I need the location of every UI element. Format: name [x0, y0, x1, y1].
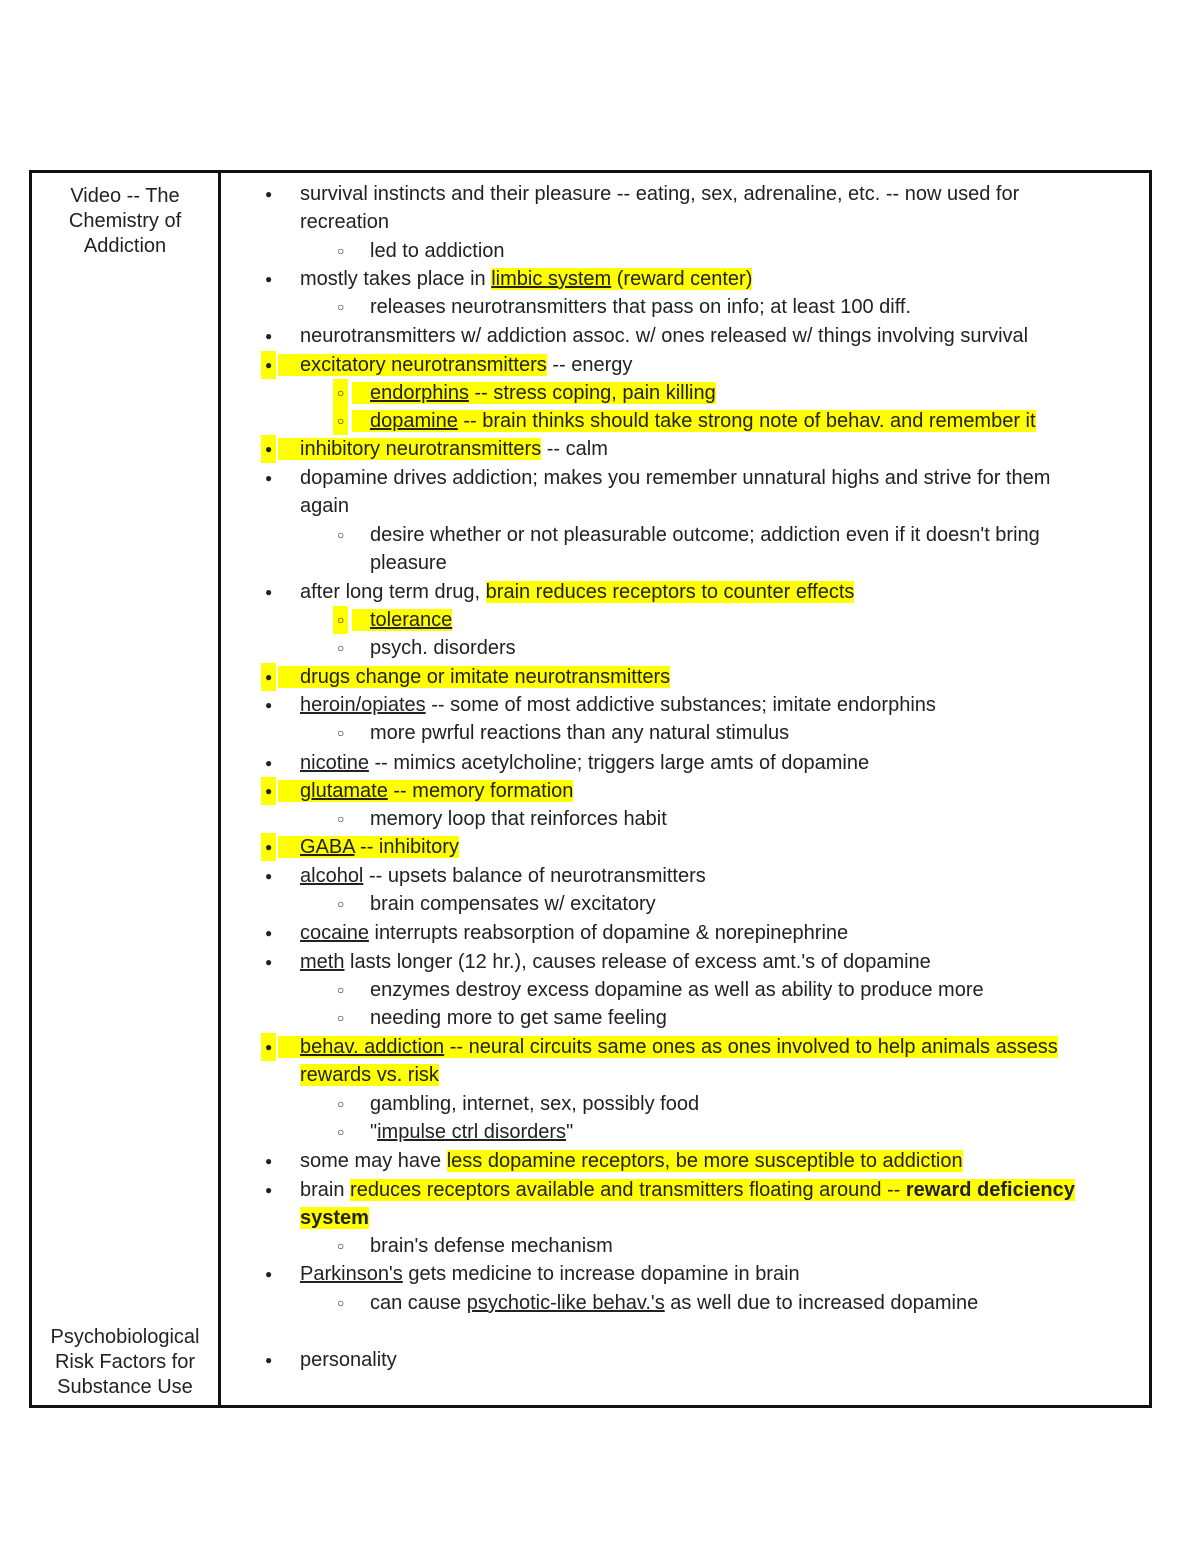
list-item: Parkinson's gets medicine to increase dopamine in brain: [300, 1263, 800, 1285]
list-item: behav. addiction -- neural circuits same ones as ones involved to help animals assess: [300, 1033, 1058, 1061]
sub-list-item: led to addiction: [370, 240, 505, 262]
list-item: brain reduces receptors available and transmitters floating around -- reward deficiency: [300, 1179, 1075, 1201]
bullet-icon: ●: [265, 698, 273, 712]
list-item-cont: recreation: [300, 211, 389, 233]
circle-bullet-icon: ○: [337, 1097, 345, 1111]
list-item: heroin/opiates -- some of most addictive substances; imitate endorphins: [300, 694, 936, 716]
bullet-icon: ●: [265, 955, 273, 969]
sub-list-item: more pwrful reactions than any natural stimulus: [370, 722, 790, 744]
sub-list-item: can cause psychotic-like behav.'s as well due to increased dopamine: [370, 1292, 979, 1314]
sub-list-item: desire whether or not pleasurable outcome; addiction even if it doesn't bring: [370, 524, 1040, 546]
bullet-icon: ●: [265, 187, 273, 201]
topic-column: [32, 173, 221, 1405]
circle-bullet-icon: ○: [337, 1125, 345, 1139]
list-item-cont: system: [300, 1207, 369, 1229]
bullet-icon: ●: [265, 869, 273, 883]
circle-bullet-icon: ○: [333, 407, 348, 435]
bullet-icon: ●: [265, 471, 273, 485]
sub-list-item: dopamine -- brain thinks should take strong note of behav. and remember it: [370, 407, 1036, 435]
list-item-cont: again: [300, 495, 349, 517]
sub-list-item: gambling, internet, sex, possibly food: [370, 1093, 700, 1115]
sub-list-item: psych. disorders: [370, 637, 516, 659]
bullet-icon: ●: [261, 351, 276, 379]
circle-bullet-icon: ○: [337, 1296, 345, 1310]
bullet-icon: ●: [261, 777, 276, 805]
circle-bullet-icon: ○: [333, 606, 348, 634]
list-item: excitatory neurotransmitters -- energy: [300, 351, 632, 379]
bullet-icon: ●: [261, 435, 276, 463]
sub-list-item: brain compensates w/ excitatory: [370, 893, 656, 915]
circle-bullet-icon: ○: [337, 1011, 345, 1025]
bullet-icon: ●: [265, 1353, 273, 1367]
bullet-icon: ●: [261, 833, 276, 861]
sub-list-item: releases neurotransmitters that pass on info; at least 100 diff.: [370, 296, 912, 318]
sub-list-item-cont: pleasure: [370, 552, 447, 574]
list-item: some may have less dopamine receptors, be more susceptible to addiction: [300, 1150, 963, 1172]
list-item: mostly takes place in limbic system (reward center): [300, 268, 753, 290]
bullet-icon: ●: [265, 926, 273, 940]
list-item-cont: rewards vs. risk: [300, 1064, 439, 1086]
list-item: drugs change or imitate neurotransmitters: [300, 663, 670, 691]
list-item: alcohol -- upsets balance of neurotransmitters: [300, 865, 706, 887]
notes-column: [221, 173, 1149, 1405]
bullet-icon: ●: [261, 663, 276, 691]
circle-bullet-icon: ○: [337, 528, 345, 542]
sub-list-item: endorphins -- stress coping, pain killing: [370, 379, 716, 407]
circle-bullet-icon: ○: [333, 379, 348, 407]
bullet-icon: ●: [261, 1033, 276, 1061]
circle-bullet-icon: ○: [337, 983, 345, 997]
bullet-icon: ●: [265, 329, 273, 343]
sub-list-item: tolerance: [370, 606, 452, 634]
list-item: meth lasts longer (12 hr.), causes release of excess amt.'s of dopamine: [300, 951, 931, 973]
sub-list-item: enzymes destroy excess dopamine as well as ability to produce more: [370, 979, 984, 1001]
sub-list-item: brain's defense mechanism: [370, 1235, 613, 1257]
circle-bullet-icon: ○: [337, 726, 345, 740]
circle-bullet-icon: ○: [337, 812, 345, 826]
bullet-icon: ●: [265, 1154, 273, 1168]
circle-bullet-icon: ○: [337, 897, 345, 911]
bullet-icon: ●: [265, 1267, 273, 1281]
bullet-icon: ●: [265, 756, 273, 770]
circle-bullet-icon: ○: [337, 1239, 345, 1253]
list-item: after long term drug, brain reduces receptors to counter effects: [300, 581, 855, 603]
list-item: personality: [300, 1349, 397, 1371]
list-item: dopamine drives addiction; makes you remember unnatural highs and strive for them: [300, 467, 1051, 489]
list-item: inhibitory neurotransmitters -- calm: [300, 435, 608, 463]
sub-list-item: "impulse ctrl disorders": [370, 1121, 574, 1143]
topic-psychobiological-risk: Psychobiological Risk Factors for Substance Use: [50, 1326, 200, 1398]
topic-video-chemistry: Video -- The Chemistry of Addiction: [68, 185, 182, 257]
list-item: cocaine interrupts reabsorption of dopamine & norepinephrine: [300, 922, 849, 944]
circle-bullet-icon: ○: [337, 641, 345, 655]
sub-list-item: needing more to get same feeling: [370, 1007, 667, 1029]
bullet-icon: ●: [265, 585, 273, 599]
circle-bullet-icon: ○: [337, 300, 345, 314]
bullet-icon: ●: [265, 1183, 273, 1197]
notes-table: [29, 170, 1152, 1408]
sub-list-item: memory loop that reinforces habit: [370, 808, 667, 830]
list-item: GABA -- inhibitory: [300, 833, 459, 861]
list-item: neurotransmitters w/ addiction assoc. w/ ones released w/ things involving survival: [300, 325, 1029, 347]
list-item: survival instincts and their pleasure -- eating, sex, adrenaline, etc. -- now used for: [300, 183, 1020, 205]
bullet-icon: ●: [265, 272, 273, 286]
list-item: glutamate -- memory formation: [300, 777, 573, 805]
circle-bullet-icon: ○: [337, 244, 345, 258]
list-item: nicotine -- mimics acetylcholine; triggers large amts of dopamine: [300, 752, 870, 774]
